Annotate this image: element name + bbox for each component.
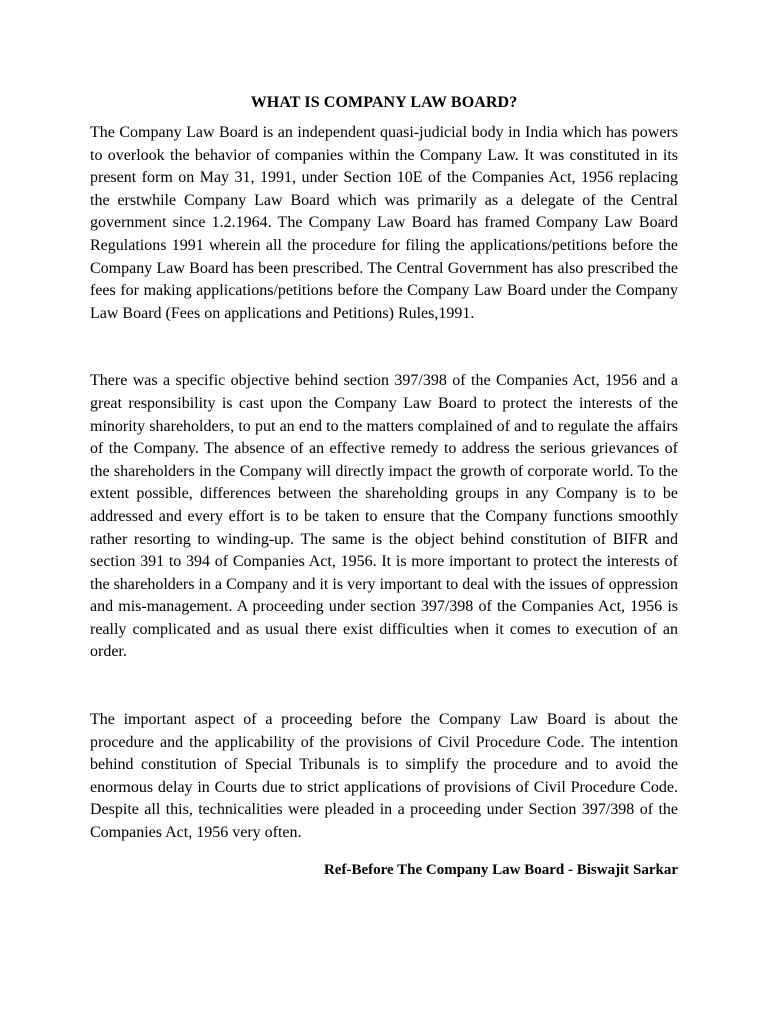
paragraph-1: The Company Law Board is an independent quasi-judicial body in India which has powers to overlook the behavior of companies within the Company Law. It was constituted in its present form on May 31, 1991, under Section 10E of the Companies Act, 1956 replacing the erstwhile Company Law Board which was primarily as a delegate of the Central government since 1.2.1964. The Company Law Board has framed Company Law Board Regulations 1991 wherein all the procedure for filing the applications/petitions before the Company Law Board has been prescribed. The Central Government has also prescribed the fees for making applications/petitions before the Company Law Board under the Company Law Board (Fees on applications and Petitions) Rules,1991. — [90, 124, 678, 322]
document-page — [90, 92, 678, 881]
paragraph-3: The important aspect of a proceeding before the Company Law Board is about the procedure and the applicability of the provisions of Civil Procedure Code. The intention behind constitution of Special Tribunals is to simplify the procedure and to avoid the enormous delay in Courts due to strict applications of provisions of Civil Procedure Code. Despite all this, technicalities were pleaded in a proceeding under Section 397/398 of the Companies Act, 1956 very often. — [90, 711, 678, 842]
reference-citation: Ref-Before The Company Law Board - Biswajit Sarkar — [323, 861, 678, 878]
paragraph-2: There was a specific objective behind section 397/398 of the Companies Act, 1956 and a great responsibility is cast upon the Company Law Board to protect the interests of the minority shareholders, to put an end to the matters complained of and to regulate the affairs of the Company. The absence of an effective remedy to address the serious grievances of the shareholders in the Company will directly impact the growth of corporate world. To the extent possible, differences between the shareholding groups in any Company is to be addressed and every effort is to be taken to ensure that the Company functions smoothly rather resorting to winding-up. The same is the object behind constitution of BIFR and section 391 to 394 of Companies Act, 1956. It is more important to protect the interests of the shareholders in a Company and it is very important to deal with the issues of oppression and mis-management. A proceeding under section 397/398 of the Companies Act, 1956 is really complicated and as usual there exist difficulties when it comes to execution of an order. — [90, 372, 678, 661]
page-title: WHAT IS COMPANY LAW BOARD? — [250, 94, 518, 111]
